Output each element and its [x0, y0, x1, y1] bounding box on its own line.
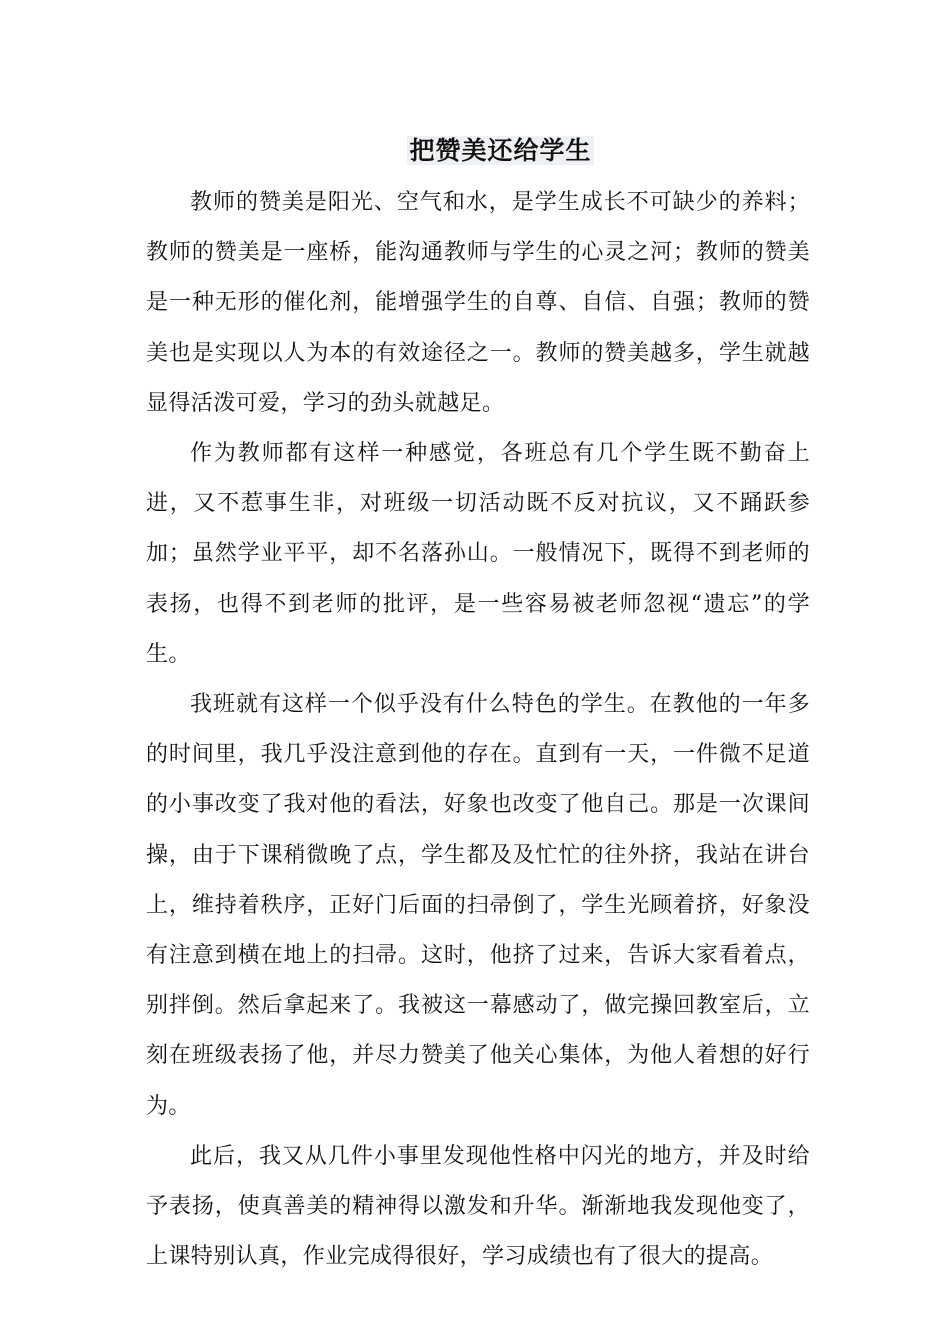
paragraph-1: 教师的赞美是阳光、空气和水，是学生成长不可缺少的养料；教师的赞美是一座桥，能沟通教师与学生的心灵之河；教师的赞美是一种无形的催化剂，能增强学生的自尊、自信、自强；教师的赞美也是实现以人为本的有效途径之一。教师的赞美越多，学生就越显得活泼可爱，学习的劲头就越足。 — [146, 190, 810, 416]
paragraph-4: 此后，我又从几件小事里发现他性格中闪光的地方，并及时给予表扬，使真善美的精神得以激发和升华。渐渐地我发现他变了，上课特别认真，作业完成得很好，学习成绩也有了很大的提高。 — [146, 1143, 810, 1270]
paragraph-2: 作为教师都有这样一种感觉，各班总有几个学生既不勤奋上进，又不惹事生非，对班级一切活动既不反对抗议，又不踊跃参加；虽然学业平平，却不名落孙山。一般情况下，既得不到老师的表扬，也得不到老师的批评，是一些容易被老师忽视“遗忘”的学生。 — [146, 441, 810, 667]
document-body — [146, 178, 810, 1282]
document-title-text: 把赞美还给学生 — [409, 136, 592, 165]
document-title — [0, 131, 950, 171]
paragraph-3: 我班就有这样一个似乎没有什么特色的学生。在教他的一年多的时间里，我几乎没注意到他的存在。直到有一天，一件微不足道的小事改变了我对他的看法，好象也改变了他自己。那是一次课间操，由于下课稍微晚了点，学生都及及忙忙的往外挤，我站在讲台上，维持着秩序，正好门后面的扫帚倒了，学生光顾着挤，好象没有注意到横在地上的扫帚。这时，他挤了过来，告诉大家看着点，别拌倒。然后拿起来了。我被这一幕感动了，做完操回教室后，立刻在班级表扬了他，并尽力赞美了他关心集体，为他人着想的好行为。 — [146, 692, 810, 1119]
